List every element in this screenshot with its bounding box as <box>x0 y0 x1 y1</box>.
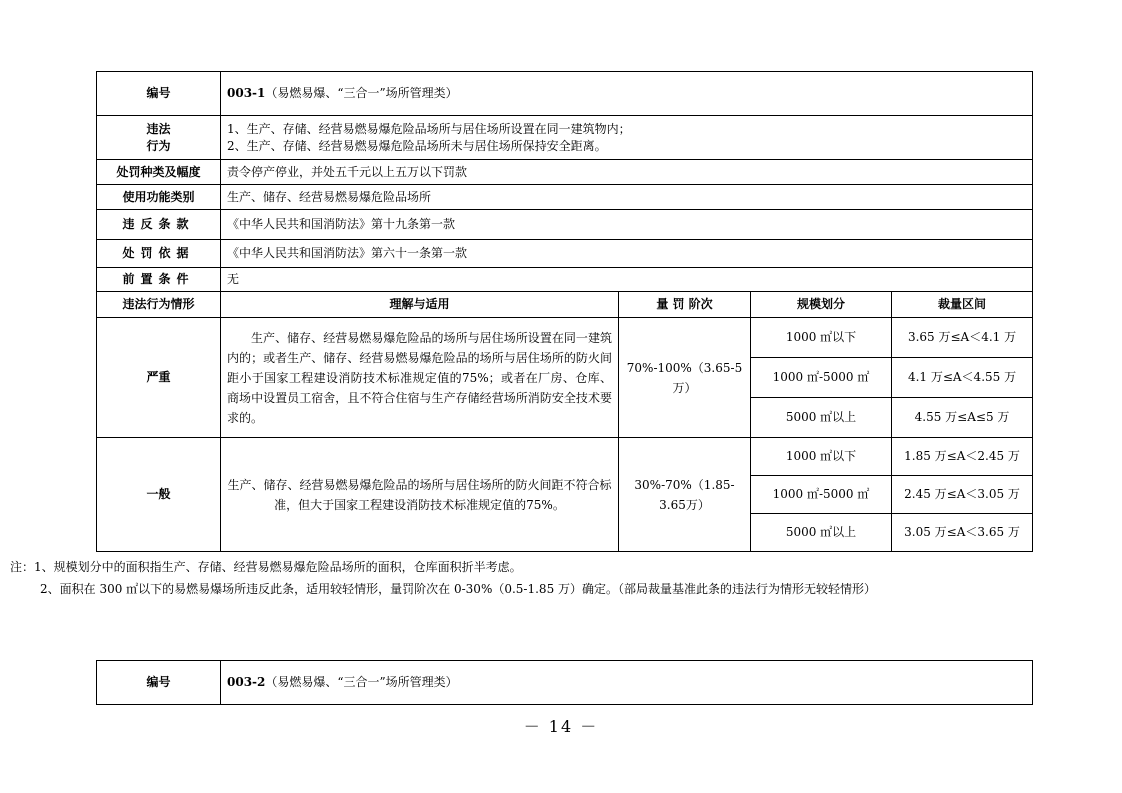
range-cell: 2.45 万≤A＜3.05 万 <box>892 476 1033 514</box>
penalty-table <box>96 71 1033 552</box>
scale-cell: 5000 ㎡以上 <box>751 398 892 438</box>
violation-label-line-1: 违法 <box>146 121 171 136</box>
precondition-label: 前置条件 <box>97 268 221 292</box>
range-cell: 1.85 万≤A＜2.45 万 <box>892 438 1033 476</box>
scale-cell: 1000 ㎡以下 <box>751 438 892 476</box>
code-description: （易燃易爆、“三合一”场所管理类） <box>265 86 458 100</box>
violation-row <box>97 116 1033 160</box>
basis-row <box>97 240 1033 268</box>
page-number: － 14 － <box>523 717 599 736</box>
notes <box>10 556 876 600</box>
code-number: 003-2 <box>227 675 266 689</box>
range-cell: 4.1 万≤A＜4.55 万 <box>892 358 1033 398</box>
code-row <box>97 72 1033 116</box>
understanding-general: 生产、储存、经营易燃易爆危险品的场所与居住场所的防火间距不符合标准，但大于国家工程建设消防技术标准规定值的75%。 <box>221 438 619 552</box>
violation-label <box>97 116 221 160</box>
range-cell: 3.65 万≤A＜4.1 万 <box>892 318 1033 358</box>
column-header-row <box>97 292 1033 318</box>
clause-label: 违反条款 <box>97 210 221 240</box>
header-scale: 规模划分 <box>751 292 892 318</box>
basis-label: 处罚依据 <box>97 240 221 268</box>
function-label: 使用功能类别 <box>97 185 221 210</box>
clause-row <box>97 210 1033 240</box>
precondition-value: 无 <box>221 268 1033 292</box>
table-row <box>97 438 1033 476</box>
basis-value: 《中华人民共和国消防法》第六十一条第一款 <box>221 240 1033 268</box>
clause-value: 《中华人民共和国消防法》第十九条第一款 <box>221 210 1033 240</box>
situation-general: 一般 <box>97 438 221 552</box>
code-row <box>97 661 1033 705</box>
code-description: （易燃易爆、“三合一”场所管理类） <box>265 675 458 689</box>
scale-cell: 1000 ㎡-5000 ㎡ <box>751 476 892 514</box>
note-1: 注：1、规模划分中的面积指生产、存储、经营易燃易爆危险品场所的面积，仓库面积折半考虑。 <box>10 560 522 574</box>
scale-cell: 1000 ㎡以下 <box>751 318 892 358</box>
code-value <box>221 661 1033 705</box>
penalty-label: 处罚种类及幅度 <box>97 160 221 185</box>
level-severe: 70%-100%（3.65-5万） <box>619 318 751 438</box>
code-label: 编号 <box>97 72 221 116</box>
violation-content <box>221 116 1033 160</box>
function-value: 生产、储存、经营易燃易爆危险品场所 <box>221 185 1033 210</box>
penalty-value: 责令停产停业，并处五千元以上五万以下罚款 <box>221 160 1033 185</box>
header-range: 裁量区间 <box>892 292 1033 318</box>
penalty-row <box>97 160 1033 185</box>
header-level: 量 罚 阶次 <box>619 292 751 318</box>
violation-item-2: 2、生产、存储、经营易燃易爆危险品场所未与居住场所保持安全距离。 <box>227 138 607 153</box>
level-general: 30%-70%（1.85-3.65万） <box>619 438 751 552</box>
precondition-row <box>97 268 1033 292</box>
understanding-severe: 生产、储存、经营易燃易爆危险品的场所与居住场所设置在同一建筑内的；或者生产、储存、经营易燃易爆危险品的场所与居住场所的防火间距小于国家工程建设消防技术标准规定值的75%；或者在厂房、仓库、商场中设置员工宿舍，且不符合住宿与生产存储经营场所消防安全技术要求的。 <box>221 318 619 438</box>
function-row <box>97 185 1033 210</box>
note-2: 2、面积在 300 ㎡以下的易燃易爆场所违反此条，适用较轻情形，量罚阶次在 0-30%（0.5-1.85 万）确定。（部局裁量基准此条的违法行为情形无较轻情形） <box>40 582 877 596</box>
situation-severe: 严重 <box>97 318 221 438</box>
violation-item-1: 1、生产、存储、经营易燃易爆危险品场所与居住场所设置在同一建筑物内； <box>227 121 631 136</box>
code-number: 003-1 <box>227 86 266 100</box>
scale-cell: 5000 ㎡以上 <box>751 514 892 552</box>
range-cell: 3.05 万≤A＜3.65 万 <box>892 514 1033 552</box>
code-value <box>221 72 1033 116</box>
header-understanding: 理解与适用 <box>221 292 619 318</box>
range-cell: 4.55 万≤A≤5 万 <box>892 398 1033 438</box>
code-label: 编号 <box>97 661 221 705</box>
penalty-table-2 <box>96 660 1033 705</box>
violation-label-line-2: 行为 <box>146 138 171 153</box>
header-situation: 违法行为情形 <box>97 292 221 318</box>
scale-cell: 1000 ㎡-5000 ㎡ <box>751 358 892 398</box>
table-row <box>97 318 1033 358</box>
